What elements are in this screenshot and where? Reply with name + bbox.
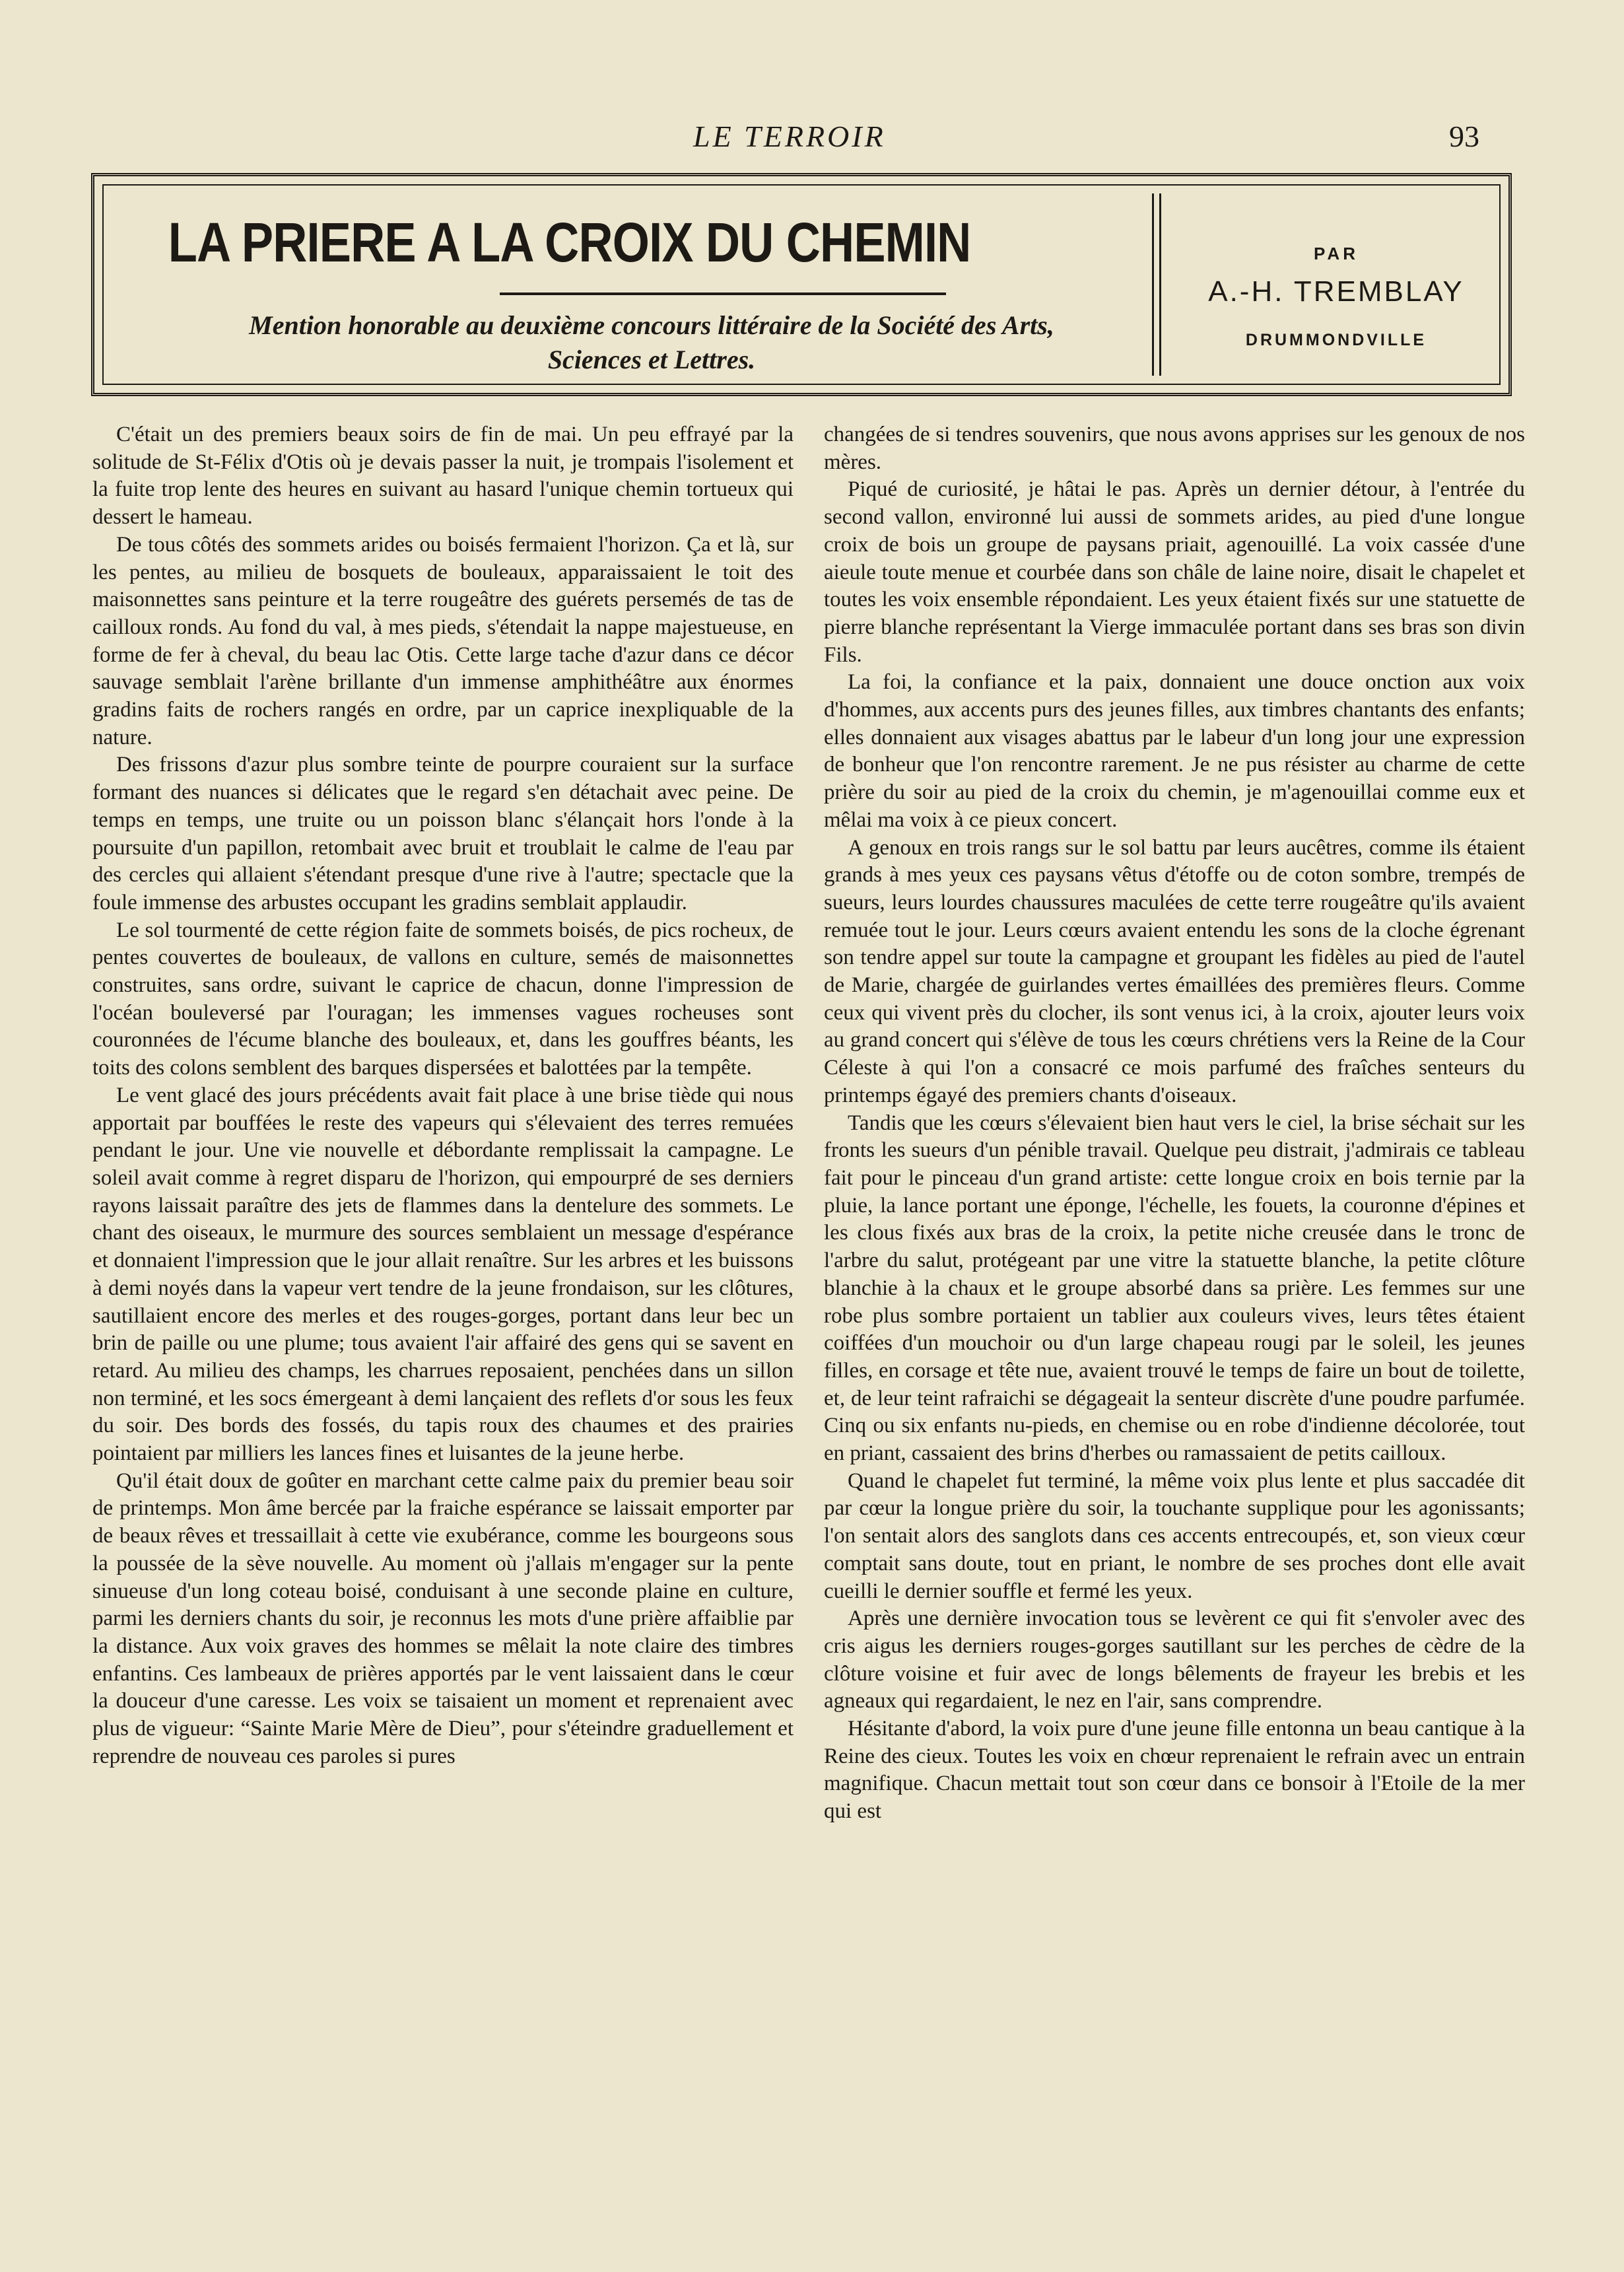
paragraph: Quand le chapelet fut terminé, la même voix plus lente et plus saccadée dit par cœur la longue prière du soir, la touchante supplique pour les agonissants; l'on sentait alors des sanglots dans ces accents entrecoupés, et, son vieux cœur comptait sans doute, tout en priant, le nombre de ses proches dont elle avait cueilli le dernier souffle et fermé les yeux. bbox=[824, 1468, 1525, 1603]
paragraph: Qu'il était doux de goûter en marchant cette calme paix du premier beau soir de printemps. Mon âme bercée par la fraiche espérance se laissait emporter par de beaux rêves et tressaillait à cette vie exubérance, comme les bourgeons sous la poussée de la sève nouvelle. Au moment où j'allais m'engager sur la pente sinueuse d'un long coteau boisé, conduisant à une seconde plaine en culture, parmi les derniers chants du soir, je reconnus les mots d'une prière affaiblie par la distance. Aux voix graves des hommes se mêlait la note claire des timbres enfantins. Ces lambeaux de prières apportés par le vent laissaient dans le cœur la douceur d'une caresse. Les voix se taisaient un moment et reprenaient avec plus de vigueur: “Sainte Marie Mère de Dieu”, pour s'éteindre graduellement et reprendre de nouveau ces paroles si pures bbox=[92, 1468, 794, 1768]
subtitle-line-1: Mention honorable au deuxième concours littéraire de la Société des Arts, bbox=[249, 310, 1054, 340]
page-number: 93 bbox=[1449, 120, 1479, 153]
paragraph: Piqué de curiosité, je hâtai le pas. Après un dernier détour, à l'entrée du second vallon, environné lui aussi de sommets arides, au pied d'une longue croix de bois un groupe de paysans priait, agenouillé. La voix cassée d'une aieule toute menue et courbée dans son châle de laine noire, disait le chapelet et toutes les voix ensemble répondaient. Les yeux étaient fixés sur une statuette de pierre blanche représentant la Vierge immaculée portant dans ses bras son divin Fils. bbox=[824, 477, 1525, 667]
title-box bbox=[91, 173, 1512, 396]
paragraph: Hésitante d'abord, la voix pure d'une jeune fille entonna un beau cantique à la Reine des cieux. Toutes les voix en chœur reprenaient le refrain avec un entrain magnifique. Chacun mettait tout son cœur dans ce bonsoir à l'Etoile de la mer qui est bbox=[824, 1717, 1525, 1824]
subtitle-line-2: Sciences et Lettres. bbox=[547, 345, 756, 374]
paragraph: A genoux en trois rangs sur le sol battu par leurs aucêtres, comme ils étaient grands à mes yeux ces paysans vêtus d'étoffe ou de coton sombre, trempés de sueurs, leurs lourdes chaussures maculées de cette terre rougeâtre qu'ils avaient remuée tout le jour. Leurs cœurs avaient entendu les sons de la cloche égrenant son tendre appel sur toute la campagne et groupant les fidèles au pied de l'autel de Marie, chargée de guirlandes vertes émaillées des premières fleurs. Comme ceux qui vivent près du clocher, ils sont venus ici, à la croix, ajouter leurs voix au grand concert qui s'élève de tous les cœurs chrétiens vers la Reine de la Cour Céleste à qui l'on a consacré ce mois parfumé des fraîches senteurs du printemps égayé des premiers chants d'oiseaux. bbox=[824, 835, 1525, 1107]
article-subtitle bbox=[156, 308, 1147, 377]
title-divider bbox=[1152, 193, 1161, 376]
journal-name: LE TERROIR bbox=[693, 120, 886, 153]
paragraph: De tous côtés des sommets arides ou boisés fermaient l'horizon. Ça et là, sur les pentes, au milieu de bosquets de bouleaux, apparaissaient le toit des maisonnettes sans peinture et la terre rougeâtre des guérets persemés de tas de cailloux ronds. Au fond du val, à mes pieds, s'étendait la nappe majestueuse, en forme de fer à cheval, du beau lac Otis. Cette large tache d'azur dans ce décor sauvage semblait l'arène brillante d'un immense amphithéâtre aux énormes gradins faits de rochers rangés en ordre, par un caprice inexpliquable de la nature. bbox=[92, 532, 794, 749]
paragraph: Après une dernière invocation tous se levèrent ce qui fit s'envoler avec des cris aigus les derniers rouges-gorges sautillant sur les perches de cèdre de la clôture voisine et fuir avec de longs bêlements de frayeur les brebis et les agneaux qui regardaient, le nez en l'air, sans comprendre. bbox=[824, 1606, 1525, 1713]
paragraph-continued: changées de si tendres souvenirs, que nous avons apprises sur les genoux de nos mères. bbox=[824, 423, 1525, 474]
paragraph: Le sol tourmenté de cette région faite de sommets boisés, de pics rocheux, de pentes couvertes de bouleaux, de vallons en culture, semés de maisonnettes construites, sans ordre, suivant le caprice de chacun, donne l'impression de l'océan bouleversé par l'ouragan; les immenses vagues rocheuses sont couronnées de l'écume blanche des bouleaux, et, dans les gouffres béants, les toits des colons semblent des barques dispersées et balottées par la tempête. bbox=[92, 918, 794, 1080]
author-place: DRUMMONDVILLE bbox=[1245, 331, 1427, 349]
left-column bbox=[92, 421, 794, 1770]
byline-block bbox=[1161, 186, 1511, 384]
paragraph: Des frissons d'azur plus sombre teinte de pourpre couraient sur la surface formant des nuances si délicates que le regard s'en détachait avec peine. De temps en temps, une truite ou un poisson blanc s'élançait hors l'onde à la poursuite d'un papillon, retombait avec bruit et troublait le calme de l'eau par des cercles qui allaient s'étendant presque d'une rive à l'autre; spectacle que la foule immense des arbustes occupant les gradins semblait applaudir. bbox=[92, 753, 794, 914]
paragraph: C'était un des premiers beaux soirs de fin de mai. Un peu effrayé par la solitude de St-Félix d'Otis où je devais passer la nuit, je trompais l'isolement et la fuite trop lente des heures en suivant au hasard l'unique chemin tortueux qui dessert le hameau. bbox=[92, 423, 794, 530]
title-box-inner-frame bbox=[102, 184, 1501, 385]
paragraph: Le vent glacé des jours précédents avait fait place à une brise tiède qui nous apportait par bouffées le reste des vapeurs qui s'élevaient des terres remuées pendant le jour. Une vie nouvelle et débordante remplissait la campagne. Le soleil avait comme à regret disparu de l'horizon, qui empourpré de ses derniers rayons laissait paraître des jets de flammes dans la dentelure des sommets. Le chant des oiseaux, le murmure des sources semblaient un message d'espérance et donnaient l'impression que le jour allait renaître. Sur les arbres et les buissons à demi noyés dans la vapeur vert tendre de la jeune frondaison, sur les clôtures, sautillaient encore des merles et des rouges-gorges, portant dans leur bec un brin de paille ou une plume; tous avaient l'air affairé des gens qui se savent en retard. Au milieu des champs, les charrues reposaient, penchées dans un sillon non terminé, et les socs émergeant à demi lançaient des reflets d'or sous les feux du soir. Des bords des fossés, du tapis roux des chaumes et des prairies pointaient par milliers les lances fines et luisantes de la jeune herbe. bbox=[92, 1083, 794, 1466]
running-header bbox=[0, 119, 1624, 158]
byline-par: PAR bbox=[1314, 244, 1359, 263]
title-rule bbox=[500, 293, 946, 295]
author-name: A.-H. TREMBLAY bbox=[1208, 275, 1464, 308]
right-column bbox=[824, 421, 1525, 1826]
paragraph: La foi, la confiance et la paix, donnaient une douce onction aux voix d'hommes, aux accents purs des jeunes filles, aux timbres chantants des enfants; elles donnaient aux visages abattus par le labeur d'un long jour une expression de bonheur que l'on rencontre rarement. Je ne pus résister au charme de cette prière du soir au pied de la croix du chemin, je m'agenouillai comme eux et mêlai ma voix à ce pieux concert. bbox=[824, 670, 1525, 832]
article-title: LA PRIERE A LA CROIX DU CHEMIN bbox=[168, 211, 971, 273]
paragraph: Tandis que les cœurs s'élevaient bien haut vers le ciel, la brise séchait sur les fronts les sueurs d'un pénible travail. Quelque peu distrait, j'admirais ce tableau fait pour le pinceau d'un grand artiste: cette longue croix en bois ternie par la pluie, la lance portant une éponge, l'échelle, les fouets, la couronne d'épines et les clous fixés aux bras de la croix, la petite niche creusée dans le tronc de l'arbre du salut, protégeant par une vitre la statuette blanche, la petite clôture blanchie à la chaux et le groupe absorbé dans sa prière. Les femmes sur une robe plus sombre portaient un tablier aux couleurs vives, leurs têtes étaient coiffées d'un mouchoir ou d'un large chapeau rougi par le soleil, les jeunes filles, en corsage et tête nue, avaient trouvé le temps de faire un bout de toilette, et, de leur teint rafraichi se dégageait la senteur discrète d'une poudre parfumée. Cinq ou six enfants nu-pieds, en chemise ou en robe d'indienne décolorée, tout en priant, cassaient des brins d'herbes ou ramassaient de petits cailloux. bbox=[824, 1111, 1525, 1466]
